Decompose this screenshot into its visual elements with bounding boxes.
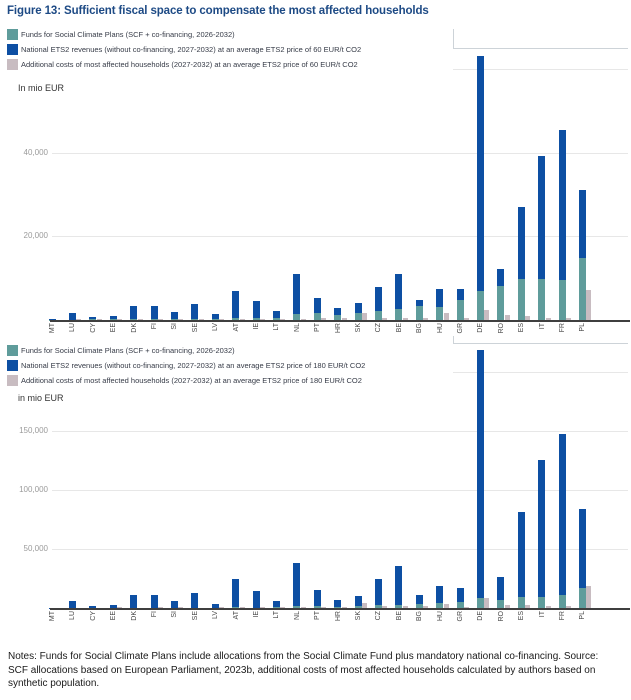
bar-ets2-IE [253,301,260,318]
bar-ets2-BE [395,566,402,605]
x-axis-label-RO: RO [497,323,505,334]
y-axis-tick-label: 150,000 [19,426,48,436]
x-axis-label-GR: GR [457,611,464,622]
bar-ets2-SK [355,596,362,606]
bar-costs-HU [444,313,449,320]
bar-ets2-BG [416,595,423,604]
bar-costs-PL [586,586,591,608]
gridline [52,153,628,154]
legend-item [7,375,447,386]
figure-notes: Notes: Funds for Social Climate Plans include allocations from the Social Climate Fund plus mandatory national co-financing. Source: SCF allocations based on European Parliament, 2023b, additional costs of most affected households calculated by authors based on synthetic population. [8,651,599,689]
legend-label: Additional costs of most affected households (2027-2032) at an average ETS2 price of 180 EUR/t CO2 [21,376,362,385]
bar-ets2-RO [497,577,504,600]
legend-swatch-scf [7,345,18,356]
bar-scf-IT [538,279,545,320]
x-axis-label-SK: SK [355,611,362,621]
bar-ets2-SE [191,593,198,608]
bar-scf-RO [497,286,504,320]
bar-ets2-FI [151,306,158,319]
x-axis-label-RO: RO [497,611,505,622]
bar-scf-FR [559,280,566,320]
x-axis-label-HU: HU [436,323,444,334]
legend-swatch-ets2 [7,44,18,55]
legend-swatch-costs [7,375,18,386]
bar-costs-DE [484,598,489,608]
bar-ets2-BG [416,300,423,306]
bar-costs-SK [362,313,367,320]
legend-label: National ETS2 revenues (without co-financing, 2027-2032) at an average ETS2 price of 60 EUR/t CO2 [21,45,362,54]
legend-label: Funds for Social Climate Plans (SCF + co-financing, 2026-2032) [21,30,235,39]
x-axis-label-EE: EE [110,323,118,333]
bar-scf-BG [416,306,423,320]
bar-ets2-RO [497,269,504,285]
x-axis-label-HR: HR [334,323,342,334]
bar-scf-PL [579,258,586,320]
x-axis-label-FI: FI [151,611,158,618]
bar-ets2-SK [355,303,362,313]
x-axis-label-NL: NL [293,611,301,620]
x-axis-label-HR: HR [334,611,342,622]
unit-label: in mio EUR [18,393,64,403]
x-axis-label-LT: LT [273,611,281,619]
x-axis-label-LV: LV [212,323,220,332]
bar-ets2-HR [334,308,341,315]
x-axis-line [50,320,630,322]
bar-ets2-GR [457,588,464,602]
x-axis-label-SK: SK [355,323,362,333]
x-axis-label-CY: CY [89,323,97,333]
x-axis-label-LU: LU [69,323,77,332]
x-axis-label-CZ: CZ [375,323,383,333]
y-axis-tick-label: 50,000 [23,544,48,554]
bar-ets2-PL [579,190,586,257]
bar-scf-ES [518,597,525,608]
x-axis-label-SI: SI [171,611,179,618]
x-axis-label-IE: IE [253,323,260,330]
bar-ets2-EE [110,316,117,319]
bar-ets2-CZ [375,579,382,605]
x-axis-label-AT: AT [232,323,240,332]
bar-ets2-SI [171,601,178,607]
bar-scf-PL [579,588,586,608]
bar-ets2-DK [130,306,137,319]
figure-title: Figure 13: Sufficient fiscal space to compensate the most affected households [7,5,429,17]
plot-border-stub [453,336,454,343]
bar-ets2-AT [232,579,239,607]
bar-scf-HU [436,307,443,320]
bar-ets2-DE [477,350,484,598]
x-axis-label-DK: DK [130,323,138,333]
x-axis-label-MT: MT [49,611,56,622]
x-axis-label-PT: PT [314,611,322,620]
x-axis-label-PT: PT [314,323,322,332]
x-axis-line [50,608,630,610]
bar-ets2-PL [579,509,586,588]
x-axis-label-FR: FR [559,611,566,621]
x-axis-label-GR: GR [457,323,464,334]
x-axis-label-ES: ES [518,611,526,621]
x-axis-label-AT: AT [232,611,240,620]
bar-scf-DE [477,291,484,320]
bar-ets2-AT [232,291,239,318]
x-axis-label-SE: SE [191,323,199,333]
x-axis-label-EE: EE [110,611,118,621]
bar-ets2-FR [559,434,566,595]
legend-item [7,44,447,55]
bar-ets2-DE [477,56,484,291]
bar-scf-FR [559,595,566,608]
x-axis-label-BE: BE [395,323,403,333]
bar-ets2-ES [518,512,525,597]
bar-scf-ES [518,279,525,320]
bar-scf-BE [395,309,402,320]
bar-ets2-LT [273,601,280,607]
legend-swatch-costs [7,59,18,70]
plot-border-stub [453,29,454,48]
bar-ets2-IT [538,156,545,278]
legend-swatch-scf [7,29,18,40]
x-axis-label-BG: BG [416,611,424,622]
bar-ets2-ES [518,207,525,279]
legend-item [7,360,447,371]
y-axis-tick-label: 100,000 [19,485,48,495]
legend-label: Funds for Social Climate Plans (SCF + co-financing, 2026-2032) [21,346,235,355]
bar-ets2-NL [293,563,300,607]
unit-label: In mio EUR [18,83,65,93]
plot-top-border [453,48,628,49]
bar-ets2-CY [89,317,96,319]
bar-scf-IT [538,597,545,608]
x-axis-label-LV: LV [212,611,220,620]
x-axis-label-ES: ES [518,323,526,333]
bar-costs-PL [586,290,591,320]
bar-ets2-PT [314,298,321,313]
legend-label: Additional costs of most affected households (2027-2032) at an average ETS2 price of 60 EUR/t CO2 [21,60,358,69]
bar-ets2-PT [314,590,321,606]
bar-ets2-HR [334,600,341,606]
x-axis-label-DE: DE [477,611,485,621]
bar-scf-PT [314,313,321,320]
bar-ets2-SE [191,304,198,319]
x-axis-label-BG: BG [416,323,424,334]
legend-item [7,345,447,356]
x-axis-label-HU: HU [436,611,444,622]
bar-ets2-CZ [375,287,382,310]
bar-ets2-IE [253,591,260,608]
x-axis-label-SE: SE [191,611,199,621]
bar-ets2-FR [559,130,566,281]
bar-ets2-HU [436,586,443,603]
bar-ets2-IT [538,460,545,596]
gridline [52,431,628,432]
bar-scf-DE [477,598,484,608]
x-axis-label-MT: MT [49,323,56,334]
legend-item [7,59,447,70]
x-axis-label-IE: IE [253,611,260,618]
x-axis-label-CZ: CZ [375,611,383,621]
bar-ets2-BE [395,274,402,310]
y-axis-tick-label: 20,000 [23,231,48,241]
x-axis-label-DE: DE [477,323,485,333]
bar-ets2-LU [69,601,76,608]
x-axis-label-CY: CY [89,611,97,621]
x-axis-label-LT: LT [273,323,281,331]
x-axis-label-NL: NL [293,323,301,332]
x-axis-label-IT: IT [538,611,546,618]
bar-ets2-HU [436,289,443,307]
bar-scf-RO [497,600,504,608]
legend-swatch-ets2 [7,360,18,371]
x-axis-label-PL: PL [579,611,587,620]
bar-ets2-DK [130,595,137,608]
bar-ets2-LV [212,314,219,319]
bar-ets2-LT [273,311,280,318]
bar-scf-GR [457,300,464,320]
bar-scf-CZ [375,311,382,320]
x-axis-label-DK: DK [130,611,138,621]
bar-costs-DE [484,310,489,320]
bar-ets2-LU [69,313,76,319]
bar-ets2-GR [457,289,464,300]
bar-ets2-SI [171,312,178,318]
bar-scf-SK [355,313,362,320]
y-axis-tick-label: 40,000 [23,147,48,157]
legend-item [7,29,447,40]
x-axis-label-PL: PL [579,323,587,332]
plot-top-border [453,343,628,344]
bar-ets2-FI [151,595,158,607]
x-axis-label-BE: BE [395,611,403,621]
x-axis-label-FR: FR [559,323,566,333]
legend-label: National ETS2 revenues (without co-financing, 2027-2032) at an average ETS2 price of 180 EUR/t CO2 [21,361,366,370]
x-axis-label-SI: SI [171,323,179,330]
x-axis-label-IT: IT [538,323,546,330]
x-axis-label-LU: LU [69,611,77,620]
bar-ets2-NL [293,274,300,314]
x-axis-label-FI: FI [151,323,158,330]
